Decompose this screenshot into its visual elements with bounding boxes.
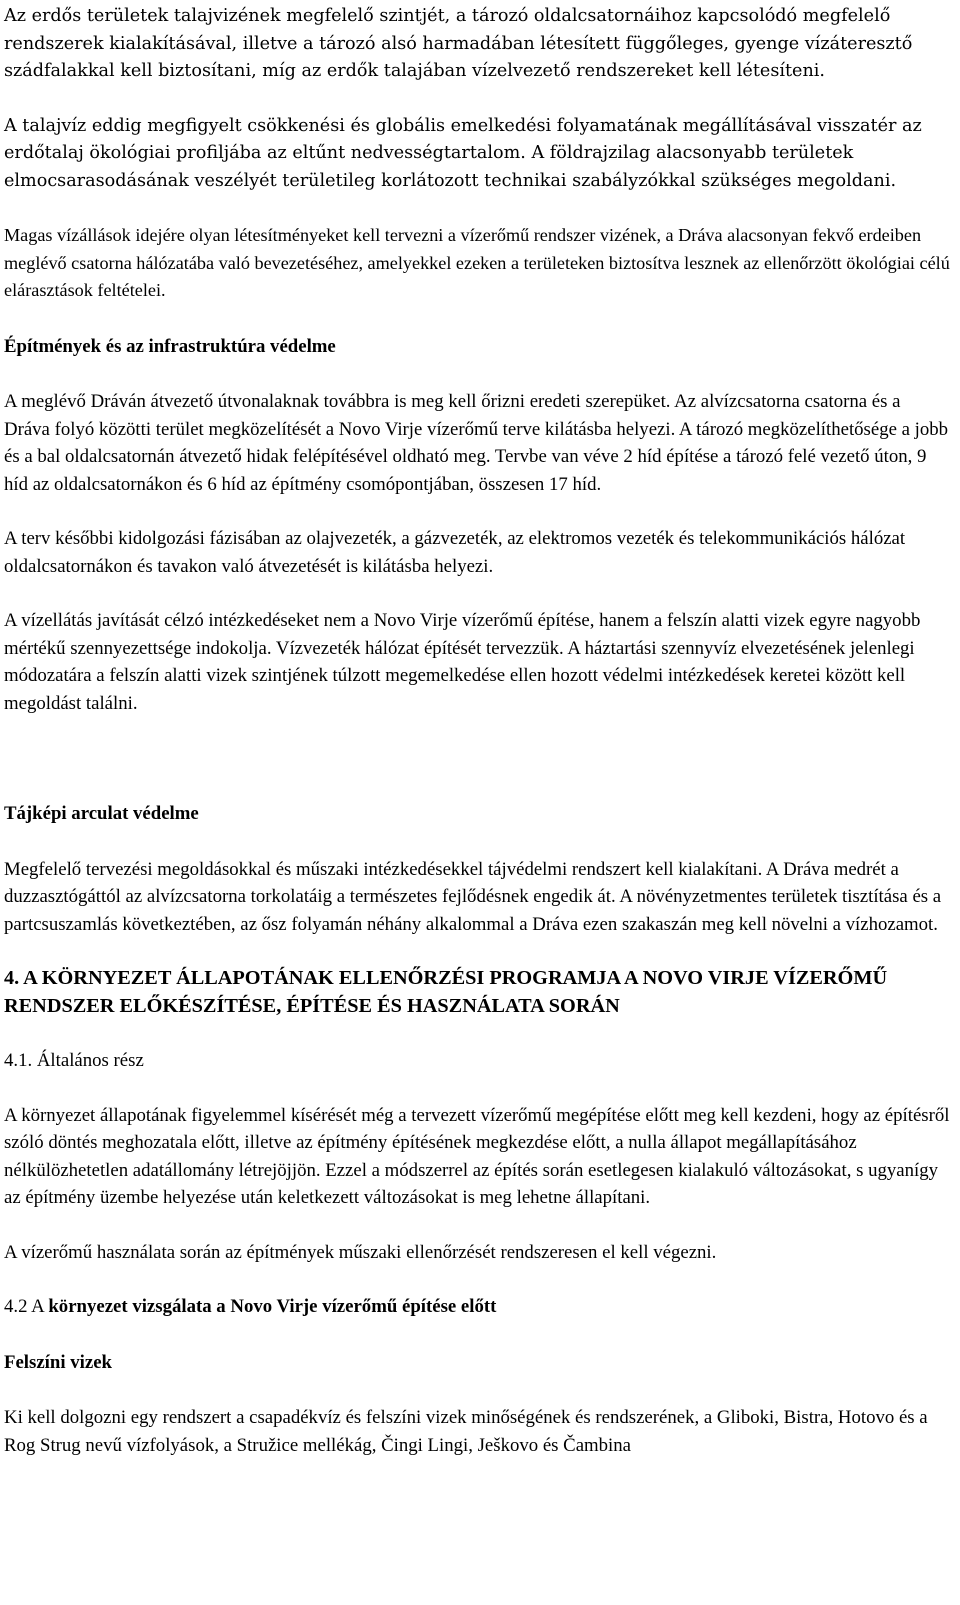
section-heading-surface-waters: Felszíni vizek bbox=[4, 1351, 112, 1373]
paragraph-4: A meglévő Dráván átvezető útvonalaknak továbbra is meg kell őrizni eredeti szerepüket. Az alvízcsatorna csatorna és a Dráva folyó közötti terület megközelítését a Novo Virje vízerőmű terve kilátásba helyezi. A tározó megközelíthetősége a jobb és a bal oldalcsatornán átvezető hidak felépítésével oldható meg. Tervbe van véve 2 híd építése a tározó felé vezető úton, 9 híd az oldalcsatornákon és 6 híd az építmény csomópontjában, összesen 17 híd. bbox=[4, 391, 949, 495]
subsection-title-4-2: környezet vizsgálata a Novo Virje vízerőmű építése előtt bbox=[48, 1296, 497, 1317]
subsection-heading-4-2 bbox=[4, 1293, 950, 1321]
paragraph-7: Megfelelő tervezési megoldásokkal és műszaki intézkedésekkel tájvédelmi rendszert kell kialakítani. A Dráva medrét a duzzasztógáttól az alvízcsatorna torkolatáig a természetes fejlődésnek engedik át. A növényzetmentes területek tisztítása és a partcsuszamlás következtében, az ősz folyamán néhány alkalommal a Dráva ezen szakaszán meg kell növelni a vízhozamot. bbox=[4, 858, 942, 935]
section-heading-landscape: Tájképi arculat védelme bbox=[4, 803, 199, 824]
paragraph-5: A terv későbbi kidolgozási fázisában az olajvezeték, a gázvezeték, az elektromos vezeték és telekommunikációs hálózat oldalcsatornákon és tavakon való átvezetését is kilátásba helyezi. bbox=[4, 528, 906, 577]
subsection-number-4-2: 4.2 A bbox=[4, 1296, 49, 1317]
paragraph-3: Magas vízállások idejére olyan létesítményeket kell tervezni a vízerőmű rendszer vizének, a Dráva alacsonyan fekvő erdeiben meglévő csatorna hálózatába való bevezetéséhez, amelyekkel ezeken a területeken biztosítva lesznek az ellenőrzött ökológiai célú elárasztások feltételei. bbox=[4, 225, 950, 300]
section-heading-infrastructure: Építmények és az infrastruktúra védelme bbox=[4, 335, 336, 357]
paragraph-9: A vízerőmű használata során az építmények műszaki ellenőrzését rendszeresen el kell végezni. bbox=[4, 1241, 717, 1263]
paragraph-2: A talajvíz eddig megfigyelt csökkenési és globális emelkedési folyamatának megállításával visszatér az erdőtalaj ökológiai profiljába az eltűnt nedvességtartalom. A földrajzilag alacsonyabb területek elmocsarasodásának veszélyét területileg korlátozott technikai szabályzókkal szükséges megoldani. bbox=[4, 115, 922, 191]
paragraph-8: A környezet állapotának figyelemmel kísérését még a tervezett vízerőmű megépítése előtt meg kell kezdeni, hogy az építésről szóló döntés meghozatala előtt, illetve az építmény építésének megkezdése előtt, a nulla állapot megállapításához nélkülözhetetlen adatállomány létrejöjjön. Ezzel a módszerrel az építés során esetlegesen kialakuló változásokat, s ugyanígy az építmény üzembe helyezése után keletkezett változásokat is meg lehetne állapítani. bbox=[4, 1104, 950, 1208]
paragraph-6: A vízellátás javítását célzó intézkedéseket nem a Novo Virje vízerőmű építése, hanem a felszín alatti vizek egyre nagyobb mértékű szennyezettsége indokolja. Vízvezeték hálózat építését tervezzük. A háztartási szennyvíz elvezetésének jelenlegi módozatára a felszín alatti vizek szintjének túlzott megemelkedése ellen hozott védelmi intézkedések keretei között kell megoldást találni. bbox=[4, 610, 921, 714]
subsection-heading-4-1: 4.1. Általános rész bbox=[4, 1050, 144, 1071]
paragraph-10: Ki kell dolgozni egy rendszert a csapadékvíz és felszíni vizek minőségének és rendszerének, a Gliboki, Bistra, Hotovo és a Rog Strug nevű vízfolyások, a Stružice mellékág, Čingi Lingi, Ješkovo és Čambina bbox=[4, 1407, 928, 1456]
paragraph-1: Az erdős területek talajvizének megfelelő szintjét, a tározó oldalcsatornáihoz kapcsolódó megfelelő rendszerek kialakításával, illetve a tározó alsó harmadában létesített függőleges, gyenge vízáteresztő szádfalakkal kell biztosítani, míg az erdők talajában vízelvezető rendszereket kell létesíteni. bbox=[4, 6, 913, 81]
chapter-heading-4: 4. A KÖRNYEZET ÁLLAPOTÁNAK ELLENŐRZÉSI PROGRAMJA A NOVO VIRJE VÍZERŐMŰ RENDSZER ELŐKÉSZÍTÉSE, ÉPÍTÉSE ÉS HASZNÁLATA SORÁN bbox=[4, 967, 888, 1017]
